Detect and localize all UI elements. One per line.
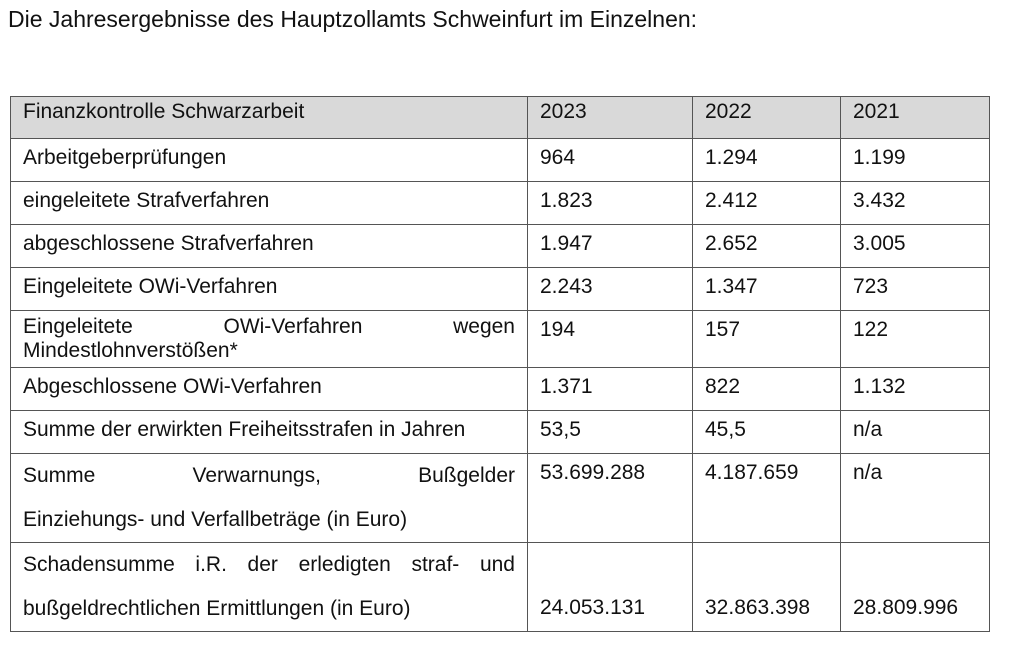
value-2023: 1.823 bbox=[528, 182, 693, 225]
table-row bbox=[11, 311, 990, 368]
value-2022: 32.863.398 bbox=[693, 543, 841, 632]
value-2021: 122 bbox=[841, 311, 990, 368]
value-2023: 53,5 bbox=[528, 411, 693, 454]
row-label: Eingeleitete OWi-Verfahren bbox=[11, 268, 528, 311]
row-label-line-1: Eingeleitete OWi-Verfahren wegen bbox=[23, 315, 515, 338]
value-2023: 1.371 bbox=[528, 368, 693, 411]
value-2023: 2.243 bbox=[528, 268, 693, 311]
value-2021: 723 bbox=[841, 268, 990, 311]
value-2021: 3.432 bbox=[841, 182, 990, 225]
header-year-2023: 2023 bbox=[528, 97, 693, 139]
value-2021: 28.809.996 bbox=[841, 543, 990, 632]
table-row bbox=[11, 225, 990, 268]
value-2023: 53.699.288 bbox=[528, 454, 693, 543]
value-2021: 1.132 bbox=[841, 368, 990, 411]
results-table bbox=[10, 96, 990, 632]
value-2022: 4.187.659 bbox=[693, 454, 841, 543]
page-heading: Die Jahresergebnisse des Hauptzollamts Schweinfurt im Einzelnen: bbox=[8, 6, 698, 32]
row-label-line-1: Summe Verwarnungs, Bußgelder bbox=[23, 464, 515, 487]
header-year-2022: 2022 bbox=[693, 97, 841, 139]
value-2021: 3.005 bbox=[841, 225, 990, 268]
row-label bbox=[11, 543, 528, 632]
value-2022: 2.652 bbox=[693, 225, 841, 268]
header-category: Finanzkontrolle Schwarzarbeit bbox=[11, 97, 528, 139]
value-2021: n/a bbox=[841, 411, 990, 454]
row-label-line-2: Einziehungs- und Verfallbeträge (in Euro) bbox=[23, 508, 408, 531]
row-label-line-1: Schadensumme i.R. der erledigten straf- und bbox=[23, 553, 515, 576]
value-2022: 2.412 bbox=[693, 182, 841, 225]
row-label bbox=[11, 311, 528, 368]
table-row bbox=[11, 139, 990, 182]
value-2023: 1.947 bbox=[528, 225, 693, 268]
table-row bbox=[11, 454, 990, 543]
row-label: Abgeschlossene OWi-Verfahren bbox=[11, 368, 528, 411]
value-2022: 1.294 bbox=[693, 139, 841, 182]
row-label: abgeschlossene Strafverfahren bbox=[11, 225, 528, 268]
table-row bbox=[11, 368, 990, 411]
header-year-2021: 2021 bbox=[841, 97, 990, 139]
row-label-line-2: Mindestlohnverstößen* bbox=[23, 339, 238, 362]
row-label: Arbeitgeberprüfungen bbox=[11, 139, 528, 182]
table-row bbox=[11, 268, 990, 311]
value-2021: n/a bbox=[841, 454, 990, 543]
value-2021: 1.199 bbox=[841, 139, 990, 182]
row-label-line-2: bußgeldrechtlichen Ermittlungen (in Euro) bbox=[23, 597, 411, 620]
value-2023: 194 bbox=[528, 311, 693, 368]
row-label bbox=[11, 454, 528, 543]
value-2022: 157 bbox=[693, 311, 841, 368]
table-row bbox=[11, 543, 990, 632]
value-2022: 822 bbox=[693, 368, 841, 411]
value-2022: 45,5 bbox=[693, 411, 841, 454]
table-row bbox=[11, 182, 990, 225]
row-label: eingeleitete Strafverfahren bbox=[11, 182, 528, 225]
row-label: Summe der erwirkten Freiheitsstrafen in Jahren bbox=[11, 411, 528, 454]
value-2022: 1.347 bbox=[693, 268, 841, 311]
value-2023: 24.053.131 bbox=[528, 543, 693, 632]
table-row bbox=[11, 411, 990, 454]
table-header-row bbox=[11, 97, 990, 139]
value-2023: 964 bbox=[528, 139, 693, 182]
